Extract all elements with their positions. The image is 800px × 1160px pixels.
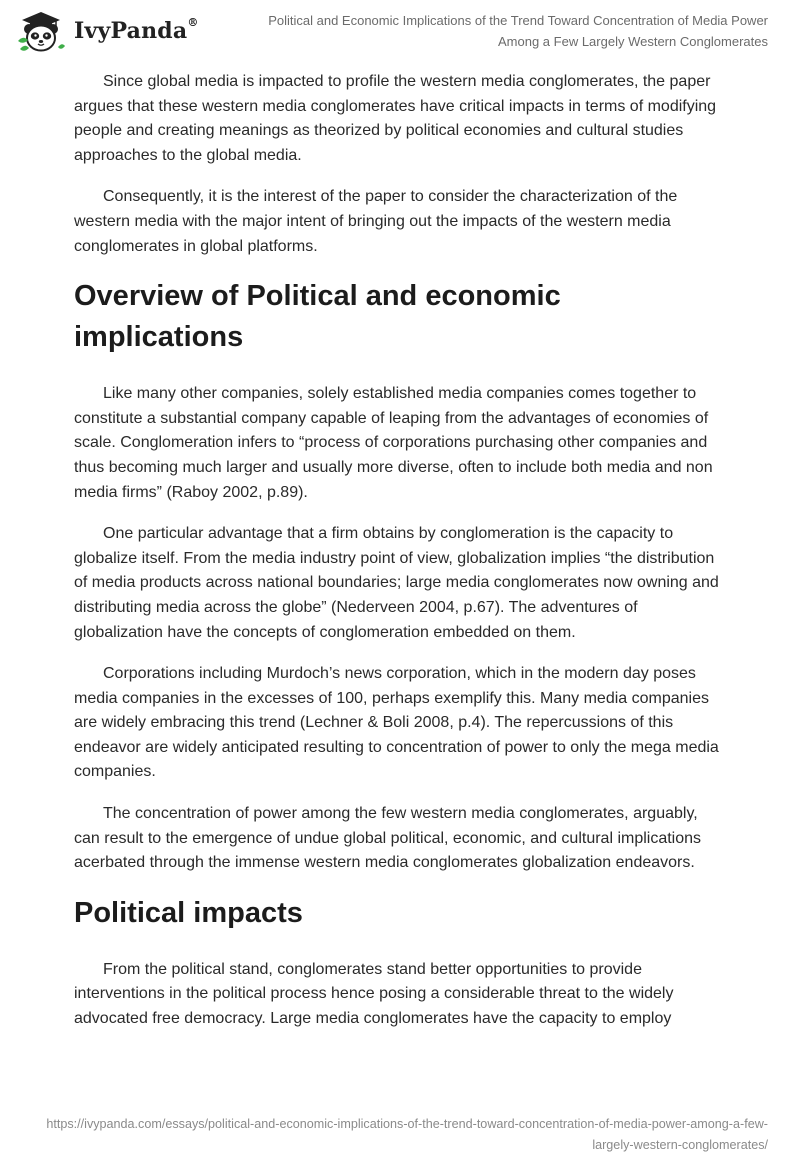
registered-mark: ® bbox=[187, 16, 199, 29]
panda-graduate-icon bbox=[16, 9, 66, 55]
ivypanda-logo[interactable] bbox=[16, 9, 206, 55]
section-heading-political-impacts: Political impacts bbox=[74, 896, 303, 929]
paragraph-3: Like many other companies, solely established media companies comes together to constitute a substantial company capable of leaping from the advantages of economies of scale. Conglomeration infers to “process of corporations purchasing other companies and thus becoming much larger and usually more diverse, often to include both media and non media firms” (Raboy 2002, p.89). bbox=[74, 385, 713, 501]
logo-text: IvyPanda bbox=[74, 18, 188, 44]
essay-content bbox=[74, 70, 726, 1049]
paragraph-7: From the political stand, conglomerates stand better opportunities to provide interventions in the political process hence posing a considerable threat to the widely advocated free democracy. Large media conglomerates have the capacity to employ bbox=[74, 960, 674, 1028]
logo-wordmark bbox=[74, 18, 199, 44]
section-heading-overview: Overview of Political and economic implications bbox=[74, 280, 561, 354]
essay-title-header: Political and Economic Implications of the Trend Toward Concentration of Media Power Among a Few Largely Western Conglomerates bbox=[268, 13, 768, 49]
paragraph-6: The concentration of power among the few western media conglomerates, arguably, can result to the emergence of undue global political, economic, and cultural implications acerbated through the immense western media conglomerates globalization endeavors. bbox=[74, 805, 702, 872]
paragraph-4: One particular advantage that a firm obtains by conglomeration is the capacity to globalize itself. From the media industry point of view, globalization implies “the distribution of media products across national boundaries; large media conglomerates now owning and distributing media across the globe” (Nederveen 2004, p.67). The adventures of globalization have the concepts of conglomeration embedded on them. bbox=[74, 525, 719, 641]
paragraph-2: Consequently, it is the interest of the paper to consider the characterization of the western media with the major intent of bringing out the impacts of the western media conglomerates in global platforms. bbox=[74, 188, 678, 255]
source-url-footer[interactable]: https://ivypanda.com/essays/political-and-economic-implications-of-the-trend-toward-concentration-of-media-power-among-a-few-largely-western-conglomerates/ bbox=[46, 1117, 768, 1152]
page-header bbox=[0, 0, 800, 62]
paragraph-5: Corporations including Murdoch’s news corporation, which in the modern day poses media companies in the excesses of 100, perhaps exemplify this. Many media companies are widely embracing this trend (Lechner & Boli 2008, p.4). The repercussions of this endeavor are widely anticipated resulting to concentration of power to only the mega media companies. bbox=[74, 665, 719, 781]
paragraph-1: Since global media is impacted to profile the western media conglomerates, the paper argues that these western media conglomerates have critical impacts in terms of modifying people and creating meanings as theorized by political economies and cultural studies approaches to the global media. bbox=[74, 73, 717, 164]
